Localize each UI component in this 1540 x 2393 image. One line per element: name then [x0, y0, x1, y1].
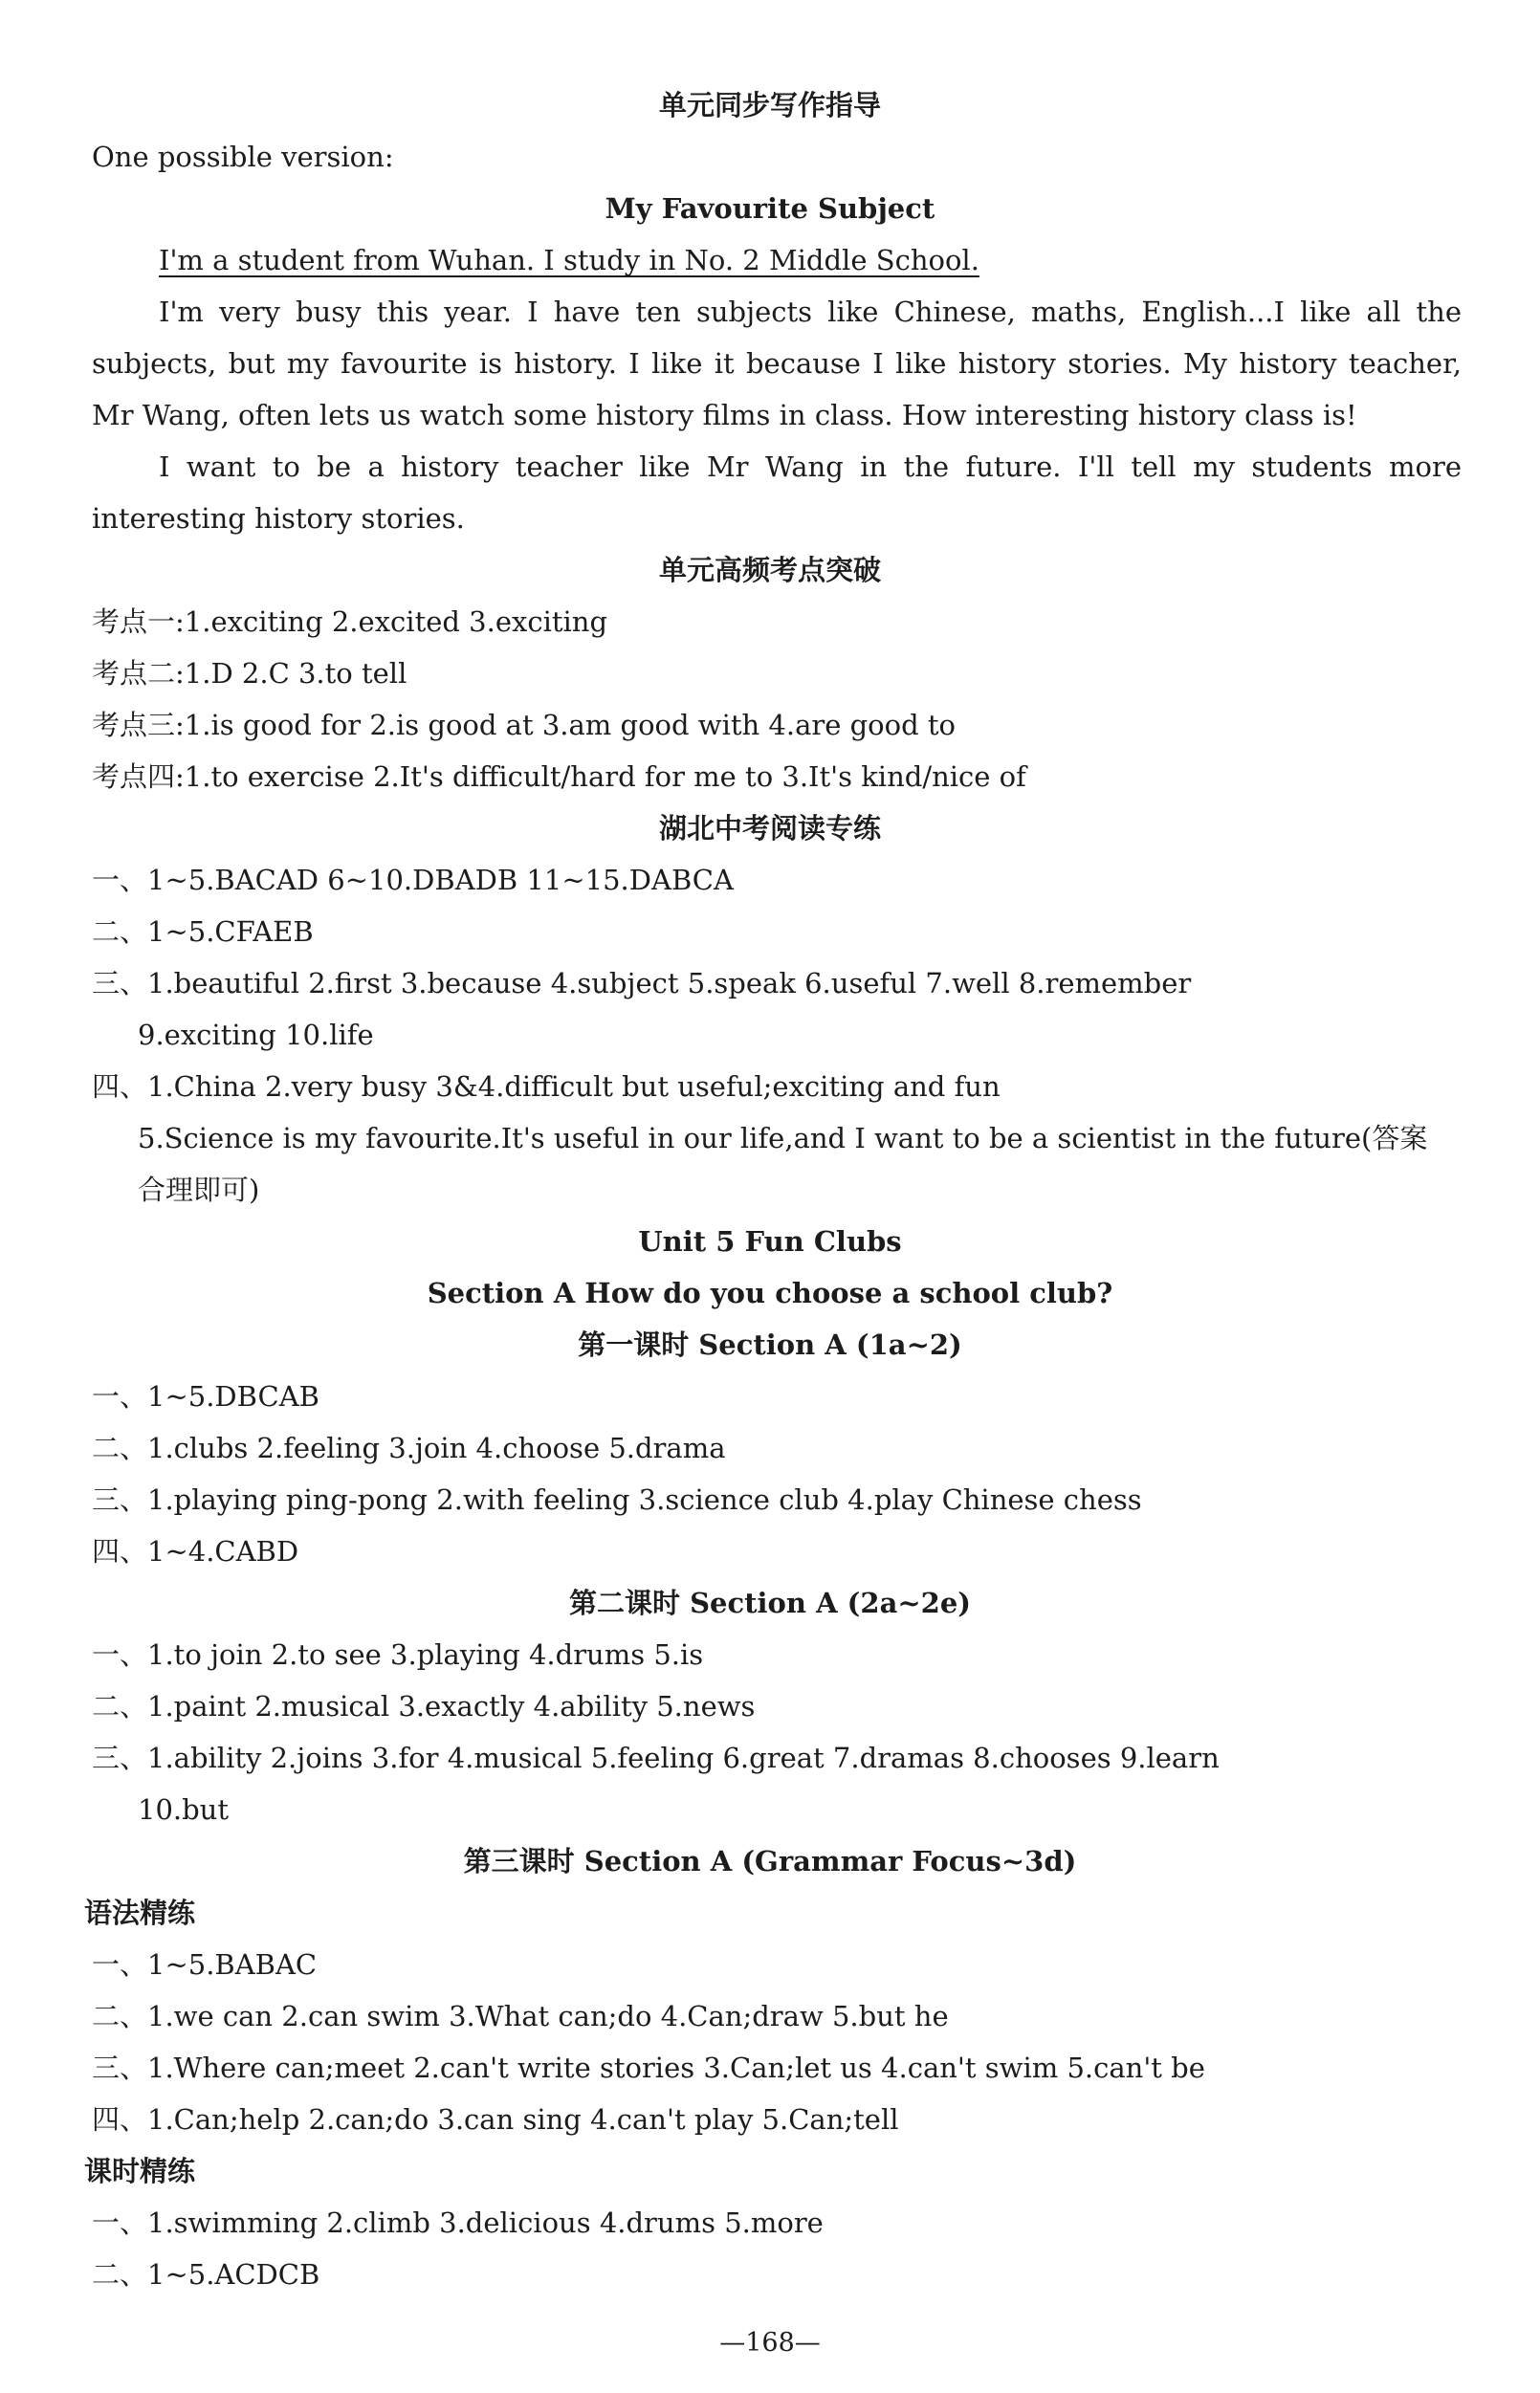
reading-line-4: 9.exciting 10.life	[138, 1019, 374, 1051]
lesson1-line-4: 四、1~4.CABD	[92, 1535, 299, 1568]
lesson-practice-label: 课时精练	[84, 2155, 196, 2187]
grammar-line-3: 三、1.Where can;meet 2.can't write stories 3.Can;let us 4.can't swim 5.can't be	[92, 2052, 1205, 2084]
essay-underlined-sentence: I'm a student from Wuhan. I study in No. 2 Middle School.	[159, 244, 979, 276]
practice-line-1: 一、1.swimming 2.climb 3.delicious 4.drums 5.more	[92, 2206, 824, 2239]
writing-intro: One possible version:	[92, 141, 394, 173]
unit-title: Unit 5 Fun Clubs	[638, 1225, 902, 1258]
essay-line-5: I want to be a history teacher like Mr Wang in the future. I'll tell my students more	[159, 450, 1462, 483]
lesson2-line-2: 二、1.paint 2.musical 3.exactly 4.ability 5.news	[92, 1690, 756, 1723]
lesson1-heading: 第一课时 Section A (1a~2)	[578, 1328, 962, 1361]
essay-line-1	[159, 243, 979, 277]
lesson1-line-1: 一、1~5.DBCAB	[92, 1380, 319, 1413]
essay-line-6: interesting history stories.	[92, 502, 465, 535]
grammar-line-2: 二、1.we can 2.can swim 3.What can;do 4.Can;draw 5.but he	[92, 2000, 949, 2032]
reading-line-1: 一、1~5.BACAD 6~10.DBADB 11~15.DABCA	[92, 864, 734, 896]
lesson3-heading: 第三课时 Section A (Grammar Focus~3d)	[463, 1845, 1077, 1877]
reading-line-6: 5.Science is my favourite.It's useful in our life,and I want to be a scientist in the future(答案	[138, 1122, 1428, 1154]
writing-heading: 单元同步写作指导	[658, 89, 881, 121]
lesson1-line-3: 三、1.playing ping-pong 2.with feeling 3.science club 4.play Chinese chess	[92, 1483, 1142, 1516]
keypoint-line-1: 考点一:1.exciting 2.excited 3.exciting	[92, 605, 608, 638]
grammar-line-1: 一、1~5.BABAC	[92, 1948, 318, 1981]
reading-heading: 湖北中考阅读专练	[658, 812, 881, 845]
keypoint-line-2: 考点二:1.D 2.C 3.to tell	[92, 657, 407, 690]
page-number: —168—	[719, 2328, 821, 2358]
essay-line-2: I'm very busy this year. I have ten subjects like Chinese, maths, English...I like all the	[159, 296, 1462, 328]
lesson2-heading: 第二课时 Section A (2a~2e)	[568, 1587, 972, 1619]
lesson1-line-2: 二、1.clubs 2.feeling 3.join 4.choose 5.drama	[92, 1432, 726, 1464]
essay-line-3: subjects, but my favourite is history. I like it because I like history stories. My history teacher,	[92, 347, 1462, 380]
reading-line-2: 二、1~5.CFAEB	[92, 915, 314, 948]
keypoint-line-4: 考点四:1.to exercise 2.It's difficult/hard for me to 3.It's kind/nice of	[92, 760, 1026, 793]
keypoints-heading: 单元高频考点突破	[658, 554, 881, 586]
grammar-practice-label: 语法精练	[84, 1897, 196, 1929]
reading-line-3: 三、1.beautiful 2.first 3.because 4.subject 5.speak 6.useful 7.well 8.remember	[92, 967, 1192, 999]
grammar-line-4: 四、1.Can;help 2.can;do 3.can sing 4.can't play 5.Can;tell	[92, 2103, 899, 2136]
essay-line-4: Mr Wang, often lets us watch some history films in class. How interesting history class is!	[92, 399, 1357, 431]
lesson2-line-3: 三、1.ability 2.joins 3.for 4.musical 5.feeling 6.great 7.dramas 8.chooses 9.learn	[92, 1742, 1220, 1774]
essay-title: My Favourite Subject	[605, 192, 935, 225]
section-title: Section A How do you choose a school club?	[427, 1277, 1113, 1309]
practice-line-2: 二、1~5.ACDCB	[92, 2258, 320, 2291]
reading-line-5: 四、1.China 2.very busy 3&4.difficult but useful;exciting and fun	[92, 1070, 1001, 1103]
keypoint-line-3: 考点三:1.is good for 2.is good at 3.am good with 4.are good to	[92, 709, 956, 741]
lesson2-line-4: 10.but	[138, 1793, 230, 1826]
reading-line-7: 合理即可)	[138, 1174, 260, 1206]
lesson2-line-1: 一、1.to join 2.to see 3.playing 4.drums 5.is	[92, 1638, 704, 1671]
